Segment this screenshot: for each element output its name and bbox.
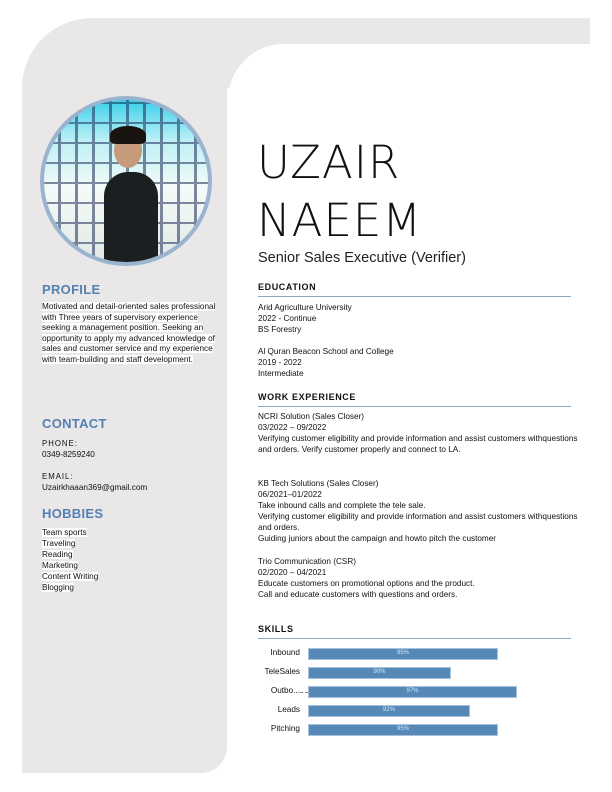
profile-heading: PROFILE bbox=[42, 282, 101, 297]
experience-dates: 03/2022 – 09/2022 bbox=[258, 423, 327, 432]
last-name: NAEEM bbox=[257, 194, 423, 247]
hobbies-heading: HOBBIES bbox=[42, 506, 104, 521]
experience-description: Take inbound calls and complete the tele sale. bbox=[258, 501, 426, 510]
experience-company: KB Tech Solutions (Sales Closer) bbox=[258, 479, 379, 488]
photo-person-body bbox=[104, 172, 158, 262]
skill-bar bbox=[308, 686, 517, 698]
hobby-text: Traveling bbox=[42, 539, 76, 548]
profile-photo bbox=[44, 100, 208, 262]
profile-summary bbox=[42, 302, 217, 366]
skill-label: TeleSales bbox=[264, 667, 300, 676]
education-degree: Intermediate bbox=[258, 369, 304, 378]
hobby-item bbox=[42, 582, 98, 593]
job-title: Senior Sales Executive (Verifier) bbox=[258, 250, 466, 266]
experience-entry bbox=[258, 478, 578, 544]
skill-row bbox=[258, 667, 578, 679]
photo-person-hair bbox=[110, 126, 146, 144]
experience-description: Verifying customer eligibility and provide information and assist customers withquestions and orders. bbox=[258, 512, 578, 532]
first-name: UZAIR bbox=[257, 136, 401, 189]
phone-label: PHONE: bbox=[42, 439, 78, 448]
skill-row bbox=[258, 686, 578, 698]
experience-dates: 06/2021–01/2022 bbox=[258, 490, 322, 499]
work-experience-heading: WORK EXPERIENCE bbox=[258, 392, 571, 407]
education-school: Arid Agriculture University bbox=[258, 303, 352, 312]
email-label: EMAIL: bbox=[42, 472, 74, 481]
hobby-text: Marketing bbox=[42, 561, 78, 570]
hobby-text: Content Writing bbox=[42, 572, 99, 581]
skill-value: 92% bbox=[382, 707, 395, 713]
hobby-item bbox=[42, 549, 98, 560]
experience-description: Educate customers on promotional options and the product. bbox=[258, 579, 475, 588]
hobby-item bbox=[42, 560, 98, 571]
experience-company: Trio Communication (CSR) bbox=[258, 557, 356, 566]
experience-entry bbox=[258, 556, 578, 600]
hobby-item bbox=[42, 538, 98, 549]
skill-value: 97% bbox=[406, 688, 419, 694]
skill-row bbox=[258, 724, 578, 736]
hobby-text: Team sports bbox=[42, 528, 87, 537]
hobby-text: Blogging bbox=[42, 583, 74, 592]
experience-dates: 02/2020 – 04/2021 bbox=[258, 568, 327, 577]
skill-bar bbox=[308, 705, 470, 717]
skill-row bbox=[258, 648, 578, 660]
education-dates: 2022 - Continue bbox=[258, 314, 317, 323]
experience-description: Guiding juniors about the campaign and howto pitch the customer bbox=[258, 534, 497, 543]
profile-photo-frame bbox=[40, 96, 212, 266]
skill-value: 95% bbox=[396, 726, 409, 732]
phone-value: 0349-8259240 bbox=[42, 450, 95, 459]
education-heading: EDUCATION bbox=[258, 282, 571, 297]
education-entry bbox=[258, 346, 578, 379]
experience-entry bbox=[258, 411, 578, 455]
hobby-item bbox=[42, 571, 98, 582]
experience-description: Call and educate customers with questions and orders. bbox=[258, 590, 458, 599]
skill-value: 90% bbox=[373, 669, 386, 675]
skill-label: Pitching bbox=[270, 724, 300, 733]
skill-label: Leads bbox=[277, 705, 300, 714]
skill-bar bbox=[308, 724, 498, 736]
experience-company: NCRI Solution (Sales Closer) bbox=[258, 412, 365, 421]
label-leader-line bbox=[300, 692, 308, 693]
skill-row bbox=[258, 705, 578, 717]
email-value[interactable]: Uzairkhaaan369@gmail.com bbox=[42, 483, 148, 492]
skills-heading: SKILLS bbox=[258, 624, 571, 639]
education-degree: BS Forestry bbox=[258, 325, 302, 334]
contact-heading: CONTACT bbox=[42, 416, 107, 431]
skill-bar bbox=[308, 667, 451, 679]
experience-description: Verifying customer eligibility and provide information and assist customers withquestions and orders. Verify customer properly and connect to LA. bbox=[258, 434, 578, 454]
hobbies-list bbox=[42, 527, 98, 593]
skill-label: Inbound bbox=[270, 648, 300, 657]
skill-bar bbox=[308, 648, 498, 660]
education-school: Al Quran Beacon School and College bbox=[258, 347, 394, 356]
hobby-item bbox=[42, 527, 98, 538]
education-dates: 2019 - 2022 bbox=[258, 358, 302, 367]
skill-label: Outbo... bbox=[270, 686, 300, 695]
hobby-text: Reading bbox=[42, 550, 73, 559]
skill-value: 95% bbox=[396, 650, 409, 656]
profile-summary-text: Motivated and detail-oriented sales professional with Three years of supervisory experience seeking a management position. Seeking an opportunity to apply my advanced knowledge of sales and customer service and my experience with team-building and staff development. bbox=[42, 302, 216, 364]
education-entry bbox=[258, 302, 578, 335]
page-margin bbox=[590, 0, 612, 792]
